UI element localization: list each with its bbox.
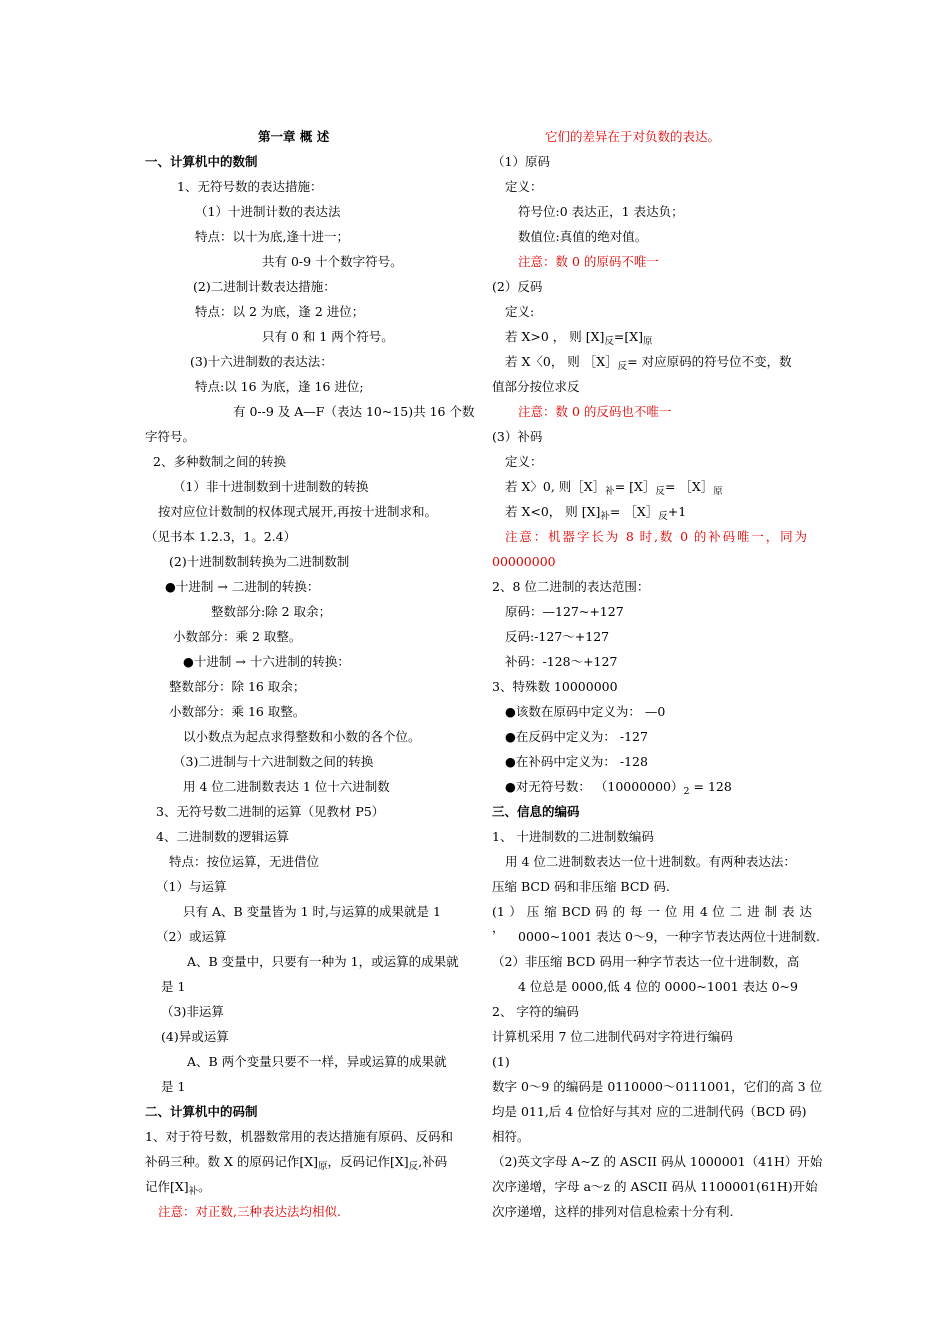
text-line: 1、 十进制数的二进制数编码 [492,829,654,844]
text-line: 是 1 [161,979,186,994]
note-red: 注意：机器字长为 8 时,数 0 的补码唯一，同为 [505,529,807,544]
text-line: 特点：以十为底,逢十进一； [195,229,349,244]
text-line: 字符号。 [145,429,196,444]
text-line: 原码：—127~+127 [505,604,624,619]
text-line: ●在反码中定义为： -127 [505,729,648,744]
text-line: 若 X>0 ， 则 $[X]_反=[X]_原$ [505,329,653,347]
text-line: 压缩 BCD 码和非压缩 BCD 码. [492,879,670,894]
text-line: 计算机采用 7 位二进制代码对字符进行编码 [492,1029,733,1044]
text-line: 定义： [505,179,543,194]
text-line: （3)非运算 [161,1004,224,1019]
text-line: 1、对于符号数，机器数常用的表达措施有原码、反码和 [145,1129,453,1144]
text-line: (1 ） 压 缩 BCD 码 的 每 一 位 用 4 位 二 进 制 表 达 ， [492,904,812,935]
text-line: （1）十进制计数的表达法 [195,204,341,219]
text-line: (2)二进制计数表达措施： [193,279,336,294]
text-line: 按对应位计数制的权体现式展开,再按十进制求和。 [158,504,437,519]
text-line: 整数部分：除 16 取余； [169,679,306,694]
text-line: 特点：按位运算，无进借位 [169,854,320,869]
text-line: (2）反码 [492,279,543,294]
text-line: 补码：-128～+127 [505,654,618,669]
text-line: 有 0--9 及 A—F（表达 10~15)共 16 个数 [233,404,475,419]
note-red: 注意：数 0 的反码也不唯一 [518,404,672,419]
text-line: （1）原码 [492,154,550,169]
text-line: A、B 两个变量只要不一样，异或运算的成果就 [187,1054,447,1069]
text-line: (3)十六进制数的表达法： [190,354,333,369]
text-line: (4)异或运算 [161,1029,229,1044]
text-line: 用 4 位二进制数表达一位十进制数。有两种表达法： [505,854,796,869]
text-line: （2)英文字母 A~Z 的 ASCII 码从 1000001（41H）开始 [492,1154,823,1169]
text-line: 用 4 位二进制数表达 1 位十六进制数 [183,779,390,794]
note-red: 注意：对正数,三种表达法均相似. [158,1204,341,1219]
text-line: (1) [492,1054,510,1069]
text-line: 只有 A、B 变量皆为 1 时,与运算的成果就是 1 [183,904,441,919]
text-line: 补码三种。数 X 的原码记作$[X]_原$，反码记作$[X]_反$,补码 [145,1154,448,1172]
text-line: 2、 字符的编码 [492,1004,579,1019]
section-heading-number-systems: 一、计算机中的数制 [145,154,258,169]
text-line: 小数部分：乘 2 取整。 [173,629,302,644]
text-line: ●在补码中定义为： -128 [505,754,648,769]
chapter-title: 第一章 概 述 [258,129,330,144]
text-line: 小数部分：乘 16 取整。 [169,704,306,719]
text-line: 是 1 [161,1079,186,1094]
text-line: 4、二进制数的逻辑运算 [156,829,289,844]
text-line: ●十进制 → 二进制的转换： [165,579,320,594]
text-line: 特点：以 2 为底，逢 2 进位； [195,304,365,319]
text-line: （2）非压缩 BCD 码用一种字节表达一位十进制数，高 [492,954,800,969]
text-line: 若 X〉0, 则$[X]_补=$ [$X]_反=$ $[X]_原$ [505,479,723,497]
note-red: 注意：数 0 的原码不唯一 [518,254,659,269]
text-line: （3)二进制与十六进制数之间的转换 [173,754,374,769]
text-line: (2)十进制数制转换为二进制数制 [169,554,350,569]
text-line: 若 X<0， 则 $[X]_补=$ $[X]_反+1$ [505,504,687,522]
text-line: 4 位总是 0000,低 4 位的 0000~1001 表达 0~9 [518,979,798,994]
note-red: 它们的差异在于对负数的表达。 [545,129,721,144]
text-line: 定义： [505,454,543,469]
text-line: ●对无符号数： $(10000000)_2 = 128$ [505,779,732,797]
text-line: 相符。 [492,1129,530,1144]
text-line: 次序递增，字母 a～z 的 ASCII 码从 1100001(61H)开始 [492,1179,818,1194]
text-line: 定义: [505,304,535,319]
section-heading-codes: 二、计算机中的码制 [145,1104,258,1119]
text-line: （见书本 1.2.3，1。2.4） [145,529,297,544]
text-line: 数字 0～9 的编码是 0110000～0111001，它们的高 3 位 [492,1079,823,1094]
text-line: 共有 0-9 十个数字符号。 [262,254,403,269]
text-line: 反码:-127～+127 [505,629,610,644]
text-line: 整数部分:除 2 取余； [211,604,332,619]
text-line: 均是 011,后 4 位恰好与其对 应的二进制代码（BCD 码) [492,1104,807,1119]
text-line: 2、多种数制之间的转换 [153,454,286,469]
text-line: 记作$[X]_补$。 [145,1179,211,1197]
note-red: 00000000 [492,554,556,569]
text-line: 值部分按位求反 [492,379,580,394]
text-line: A、B 变量中，只要有一种为 1，或运算的成果就 [187,954,459,969]
text-line: ●该数在原码中定义为： —0 [505,704,666,719]
text-line: 以小数点为起点求得整数和小数的各个位。 [183,729,421,744]
text-line: （2）或运算 [156,929,227,944]
text-line: (3）补码 [492,429,543,444]
text-line: 3、特殊数 10000000 [492,679,618,694]
text-line: 只有 0 和 1 两个符号。 [262,329,394,344]
text-line: 3、无符号数二进制的运算（见教材 P5） [156,804,385,819]
text-line: ●十进制 → 十六进制的转换： [183,654,350,669]
text-line: 特点:以 16 为底，逢 16 进位; [195,379,364,394]
section-heading-encoding: 三、信息的编码 [492,804,580,819]
text-line: 若 X〈0， 则 $[X]_反=$ 对应原码的符号位不变，数 [505,354,792,372]
text-line: 数值位:真值的绝对值。 [518,229,648,244]
text-line: 次序递增，这样的排列对信息检索十分有利. [492,1204,734,1219]
text-line: （1）与运算 [156,879,227,894]
text-line: 0000~1001 表达 0～9，一种字节表达两位十进制数. [518,929,820,944]
text-line: 符号位:0 表达正，1 表达负； [518,204,684,219]
text-line: 2、8 位二进制的表达范围： [492,579,650,594]
text-line: 1、无符号数的表达措施： [177,179,323,194]
text-line: （1）非十进制数到十进制数的转换 [173,479,369,494]
